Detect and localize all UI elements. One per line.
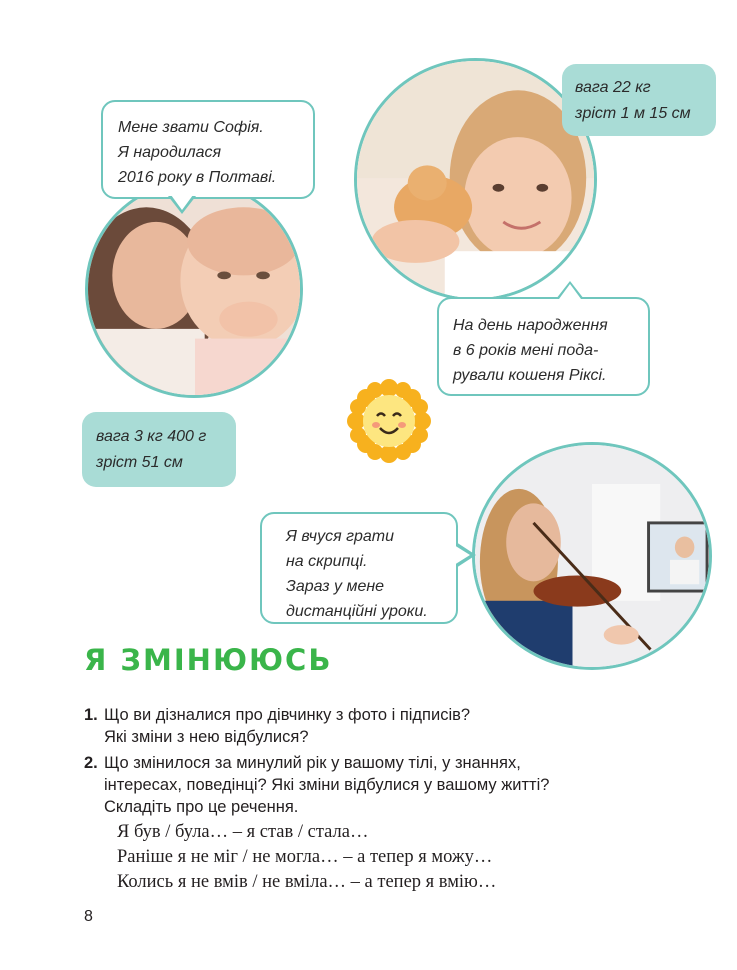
bubble-line: Я народилася bbox=[118, 144, 222, 161]
bubble-tail bbox=[171, 195, 193, 210]
note-line: зріст 1 м 15 см bbox=[575, 105, 691, 122]
sun-icon bbox=[344, 376, 434, 466]
note-baby-measurements bbox=[82, 412, 236, 487]
bubble-tail bbox=[454, 545, 470, 565]
example-line: Раніше я не міг / не могла… – а тепер я можу… bbox=[117, 847, 493, 867]
note-line: вага 22 кг bbox=[575, 79, 651, 96]
question-line: Що змінилося за минулий рік у вашому тілі, у знаннях, bbox=[104, 754, 521, 772]
note-line: вага 3 кг 400 г bbox=[96, 428, 207, 445]
example-line: Колись я не вмів / не вміла… – а тепер я вмію… bbox=[117, 872, 497, 892]
note-six-years-measurements bbox=[562, 64, 716, 136]
page-number: 8 bbox=[84, 908, 93, 925]
bubble-line: 2016 року в Полтаві. bbox=[118, 169, 277, 186]
bubble-line: На день народження bbox=[453, 317, 608, 334]
question-text bbox=[104, 752, 549, 818]
speech-bubble-intro bbox=[101, 100, 315, 199]
photo-girl-kitten bbox=[354, 58, 597, 301]
bubble-tail bbox=[559, 284, 581, 299]
example-sentences bbox=[117, 820, 496, 895]
question-line: Складіть про це речення. bbox=[104, 798, 299, 816]
speech-bubble-birthday bbox=[437, 297, 650, 396]
bubble-line: в 6 років мені пода- bbox=[453, 342, 599, 359]
bubble-line: Я вчуся грати bbox=[286, 528, 394, 545]
note-line: зріст 51 см bbox=[96, 454, 183, 471]
bubble-line: Мене звати Софія. bbox=[118, 119, 264, 136]
question-line: інтересах, поведінці? Які зміни відбулися у вашому житті? bbox=[104, 776, 550, 794]
photo-violin-lesson bbox=[472, 442, 712, 670]
bubble-line: рували кошеня Ріксі. bbox=[453, 367, 607, 384]
example-line: Я був / була… – я став / стала… bbox=[117, 822, 369, 842]
question-line: Що ви дізналися про дівчинку з фото і підписів? bbox=[104, 706, 471, 724]
bubble-line: на скрипці. bbox=[286, 553, 368, 570]
question-text bbox=[104, 704, 470, 748]
bubble-line: Зараз у мене bbox=[286, 578, 385, 595]
question-line: Які зміни з нею відбулися? bbox=[104, 728, 309, 746]
question-number: 1. bbox=[84, 706, 98, 724]
section-title: Я ЗМІНЮЮСЬ bbox=[84, 643, 333, 677]
speech-bubble-violin bbox=[260, 512, 458, 624]
bubble-line: дистанційні уроки. bbox=[286, 603, 428, 620]
question-number: 2. bbox=[84, 754, 98, 772]
